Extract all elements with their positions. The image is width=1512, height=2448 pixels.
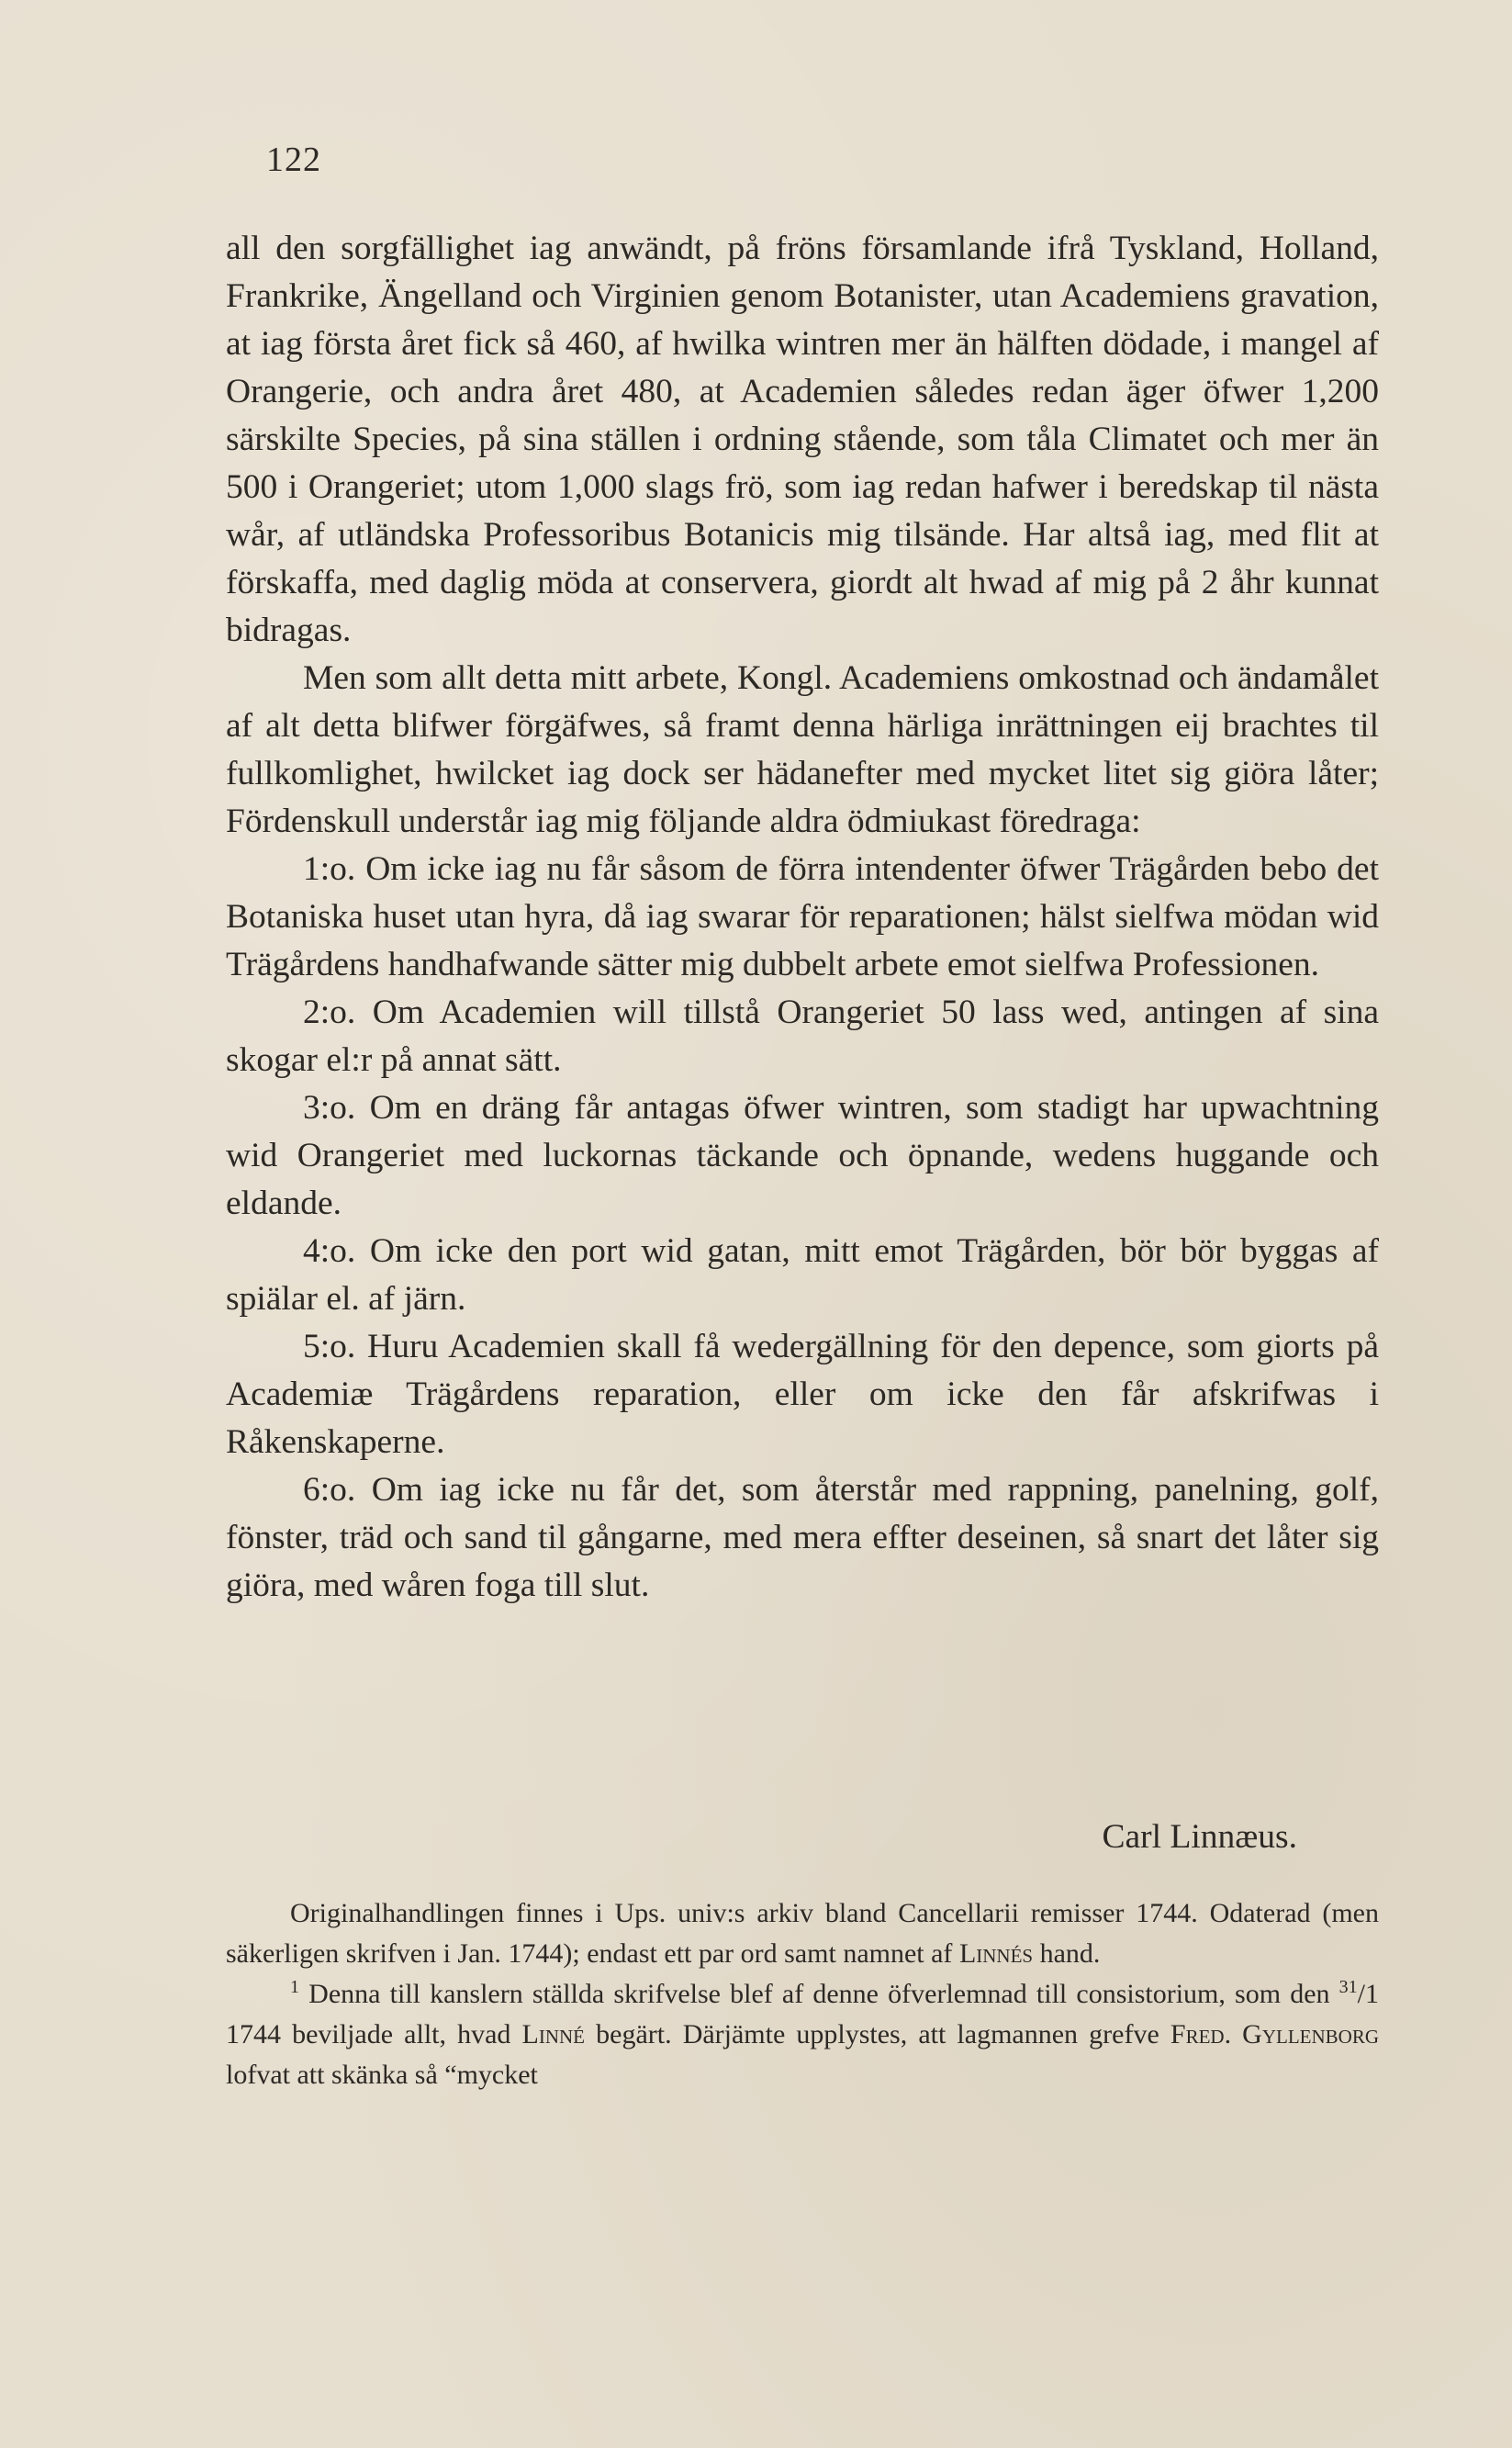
paragraph-intro: all den sorgfällighet iag anwändt, på fröns församlande ifrå Tyskland, Holland, Frankrike, Ängelland och Virginien genom Botanister, utan Academiens gravation, at iag första året fick så 460, af hwilka wintren mer än hälften dödade, i mangel af Orangerie, och andra året 480, at Academien således redan äger öfwer 1,200 särskilte Species, på sina ställen i ordning stående, som tåla Climatet och mer än 500 i Orangeriet; utom 1,000 slags frö, som iag redan hafwer i beredskap til nästa wår, af utländska Professoribus Botanicis mig tilsände. Har altså iag, med flit at förskaffa, med daglig möda at conservera, giordt alt hwad af mig på 2 åhr kunnat bidragas. <box>226 230 1379 649</box>
source-note-text: Originalhandlingen finnes i Ups. univ:s arkiv bland Cancellarii remisser 1744. Odaterad (men säkerligen skrifven i Jan. 1744); endast ett par ord samt namnet af <box>226 1898 1379 1969</box>
paragraph-point-3: 3:o. Om en dräng får antagas öfwer wintren, som stadigt har upwachtning wid Orangeriet med luckornas täckande och öpnande, wedens huggande och eldande. <box>226 1089 1379 1222</box>
paragraph-point-1: 1:o. Om icke iag nu får såsom de förra intendenter öfwer Trägården bebo det Botaniska huset utan hyra, då iag swarar för reparationen; hälst sielfwa mödan wid Trägårdens handhafwande sätter mig dubbelt arbete emot sielfwa Professionen. <box>226 850 1379 983</box>
footnote-text-c: lofvat att skänka så “mycket <box>226 2060 538 2090</box>
paragraph-point-4: 4:o. Om icke den port wid gatan, mitt emot Trägården, bör bör byggas af spiälar el. af järn. <box>226 1232 1379 1318</box>
paragraph-point-2: 2:o. Om Academien will tillstå Orangeriet 50 lass wed, antingen af sina skogar el:r på annat sätt. <box>226 994 1379 1079</box>
source-note-name: Linnés <box>958 1938 1034 1969</box>
page-number: 122 <box>266 140 321 179</box>
footnote-name-linne: Linné <box>521 2019 586 2049</box>
footnote-text-a: Denna till kanslern ställda skrifvelse blef af denne öfverlemnad till consistorium, som den <box>308 1979 1330 2009</box>
paragraph-request: Men som allt detta mitt arbete, Kongl. Academiens omkostnad och ändamålet af alt detta blifwer förgäfwes, så framt denna härliga inrättningen eij brachtes til fullkomlighet, hwilcket iag dock ser hädanefter med mycket litet sig giöra låter; Fördenskull understår iag mig följande aldra ödmiukast föredraga: <box>226 659 1379 840</box>
source-note-end: hand. <box>1039 1938 1101 1969</box>
footnotes <box>226 1893 1379 2095</box>
footnote-marker: 1 <box>290 1977 299 1997</box>
signature: Carl Linnæus. <box>1102 1818 1297 1856</box>
paragraph-point-6: 6:o. Om iag icke nu får det, som återstår med rappning, panelning, golf, fönster, träd och sand til gångarne, med mera effter deseinen, så snart det låter sig giöra, med wåren foga till slut. <box>226 1471 1379 1604</box>
footnote-date-sup: 31 <box>1338 1977 1358 1997</box>
source-note <box>226 1893 1379 1974</box>
footnote-date-rest: /1 1744 beviljade allt, hvad <box>226 1979 1380 2049</box>
footnote-name-gyllenborg: Fred. Gyllenborg <box>1170 2019 1380 2049</box>
footnote-text-b: begärt. Därjämte upplystes, att lagmannen grefve <box>596 2019 1159 2049</box>
footnote-1 <box>226 1974 1379 2095</box>
letter-body <box>226 225 1379 1610</box>
paragraph-point-5: 5:o. Huru Academien skall få wedergällning för den depence, som giorts på Academiæ Trägårdens reparation, eller om icke den får afskrifwas i Råkenskaperne. <box>226 1328 1379 1461</box>
